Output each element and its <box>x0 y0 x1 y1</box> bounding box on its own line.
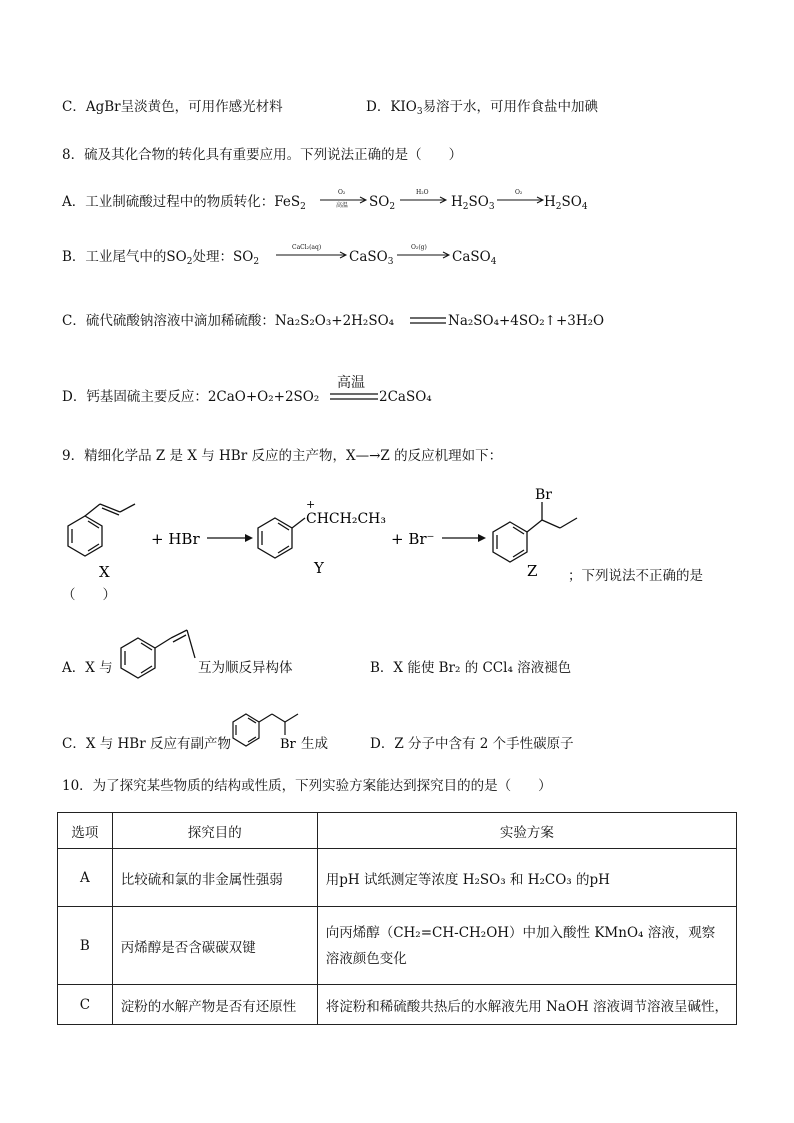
row-goal: 淀粉的水解产物是否有还原性 <box>112 985 317 1025</box>
br-substituent: Br <box>535 487 552 503</box>
q9-option-a-suffix: 互为顺反异构体 <box>198 660 293 676</box>
q8c-products: Na₂SO₄+4SO₂↑+3H₂O <box>448 313 605 329</box>
row-plan: 向丙烯醇（CH₂=CH-CH₂OH）中加入酸性 KMnO₄ 溶液，观察溶液颜色变化 <box>317 907 736 985</box>
q8-option-c: C．硫代硫酸钠溶液中滴加稀硫酸：Na₂S₂O₃+2H₂SO₄ <box>62 313 395 329</box>
charge-plus: + <box>306 498 316 511</box>
header-goal: 探究目的 <box>112 813 317 849</box>
label-y: Y <box>314 559 324 577</box>
q8b-arrow-2: O₂(g) <box>397 244 451 266</box>
q8a-arrow-2: H₂O <box>400 189 448 211</box>
plus-hbr: + HBr <box>151 530 200 548</box>
plus-br-minus: + Br⁻ <box>391 530 435 548</box>
q9-stem: 9．精细化学品 Z 是 X 与 HBr 反应的主产物，X—→Z 的反应机理如下： <box>62 448 503 464</box>
row-plan: 将淀粉和稀硫酸共热后的水解液先用 NaOH 溶液调节溶液呈碱性， <box>317 985 736 1025</box>
row-goal: 比较硫和氯的非金属性强弱 <box>112 849 317 907</box>
cation-formula: CHCH₂CH₃ <box>306 511 386 527</box>
q7-option-c: C．AgBr呈淡黄色，可用作感光材料 <box>62 99 283 115</box>
q8a-h2so3: $H_2SO_3$ <box>451 194 495 212</box>
q8b-caso4: CaSO$_4$ <box>452 249 497 267</box>
q8-stem: 8．硫及其化合物的转化具有重要应用。下列说法正确的是（ ） <box>62 147 463 163</box>
row-plan: 用pH 试纸测定等浓度 H₂SO₃ 和 H₂CO₃ 的pH <box>317 849 736 907</box>
q9-option-c-prefix: C．X 与 HBr 反应有副产物 <box>62 736 231 752</box>
row-goal: 丙烯醇是否含碳碳双键 <box>112 907 317 985</box>
q8-option-b: B．工业尾气中的$SO_2$处理：$SO_2$ <box>62 249 260 267</box>
label-z: Z <box>527 562 538 580</box>
q8c-equals-sign <box>410 316 446 326</box>
header-option: 选项 <box>58 813 113 849</box>
q9-option-b: B．X 能使 Br₂ 的 CCl₄ 溶液褪色 <box>370 660 572 676</box>
q8a-so2: $SO_2$ <box>369 194 396 212</box>
q9-paren: （ ） <box>62 587 116 603</box>
q9-tail: ；下列说法不正确的是 <box>568 568 703 584</box>
q8a-arrow-3: O₂ <box>497 189 545 211</box>
q8b-arrow-1: CaCl₂(aq) <box>276 244 348 266</box>
table-row <box>58 849 737 907</box>
q8d-equals-sign <box>330 392 378 402</box>
table-row <box>58 985 737 1025</box>
q8a-arrow-1: O₂ 高温 <box>320 189 368 211</box>
row-option: B <box>58 907 113 985</box>
row-option: A <box>58 849 113 907</box>
arrow-2 <box>442 534 486 542</box>
table-header-row <box>58 813 737 849</box>
q10-stem: 10．为了探究某些物质的结构或性质，下列实验方案能达到探究目的的是（ ） <box>62 778 552 794</box>
header-plan: 实验方案 <box>317 813 736 849</box>
q8-option-d: D．钙基固硫主要反应：2CaO+O₂+2SO₂ <box>62 389 320 405</box>
q8d-product: 2CaSO₄ <box>379 389 432 405</box>
q7-option-d: D．$KIO_3$易溶于水，可用作食盐中加碘 <box>366 99 599 117</box>
byproduct-structure <box>232 704 304 752</box>
molecule-z <box>493 502 577 562</box>
cis-isomer-structure <box>115 622 200 682</box>
q9-option-a-prefix: A．X 与 <box>62 660 113 676</box>
q8a-h2so4: $H_2SO_4$ <box>544 194 588 212</box>
byproduct-br: Br <box>280 737 296 752</box>
q10-table <box>57 812 737 1025</box>
molecule-y <box>258 518 305 558</box>
row-option: C <box>58 985 113 1025</box>
arrow-1 <box>207 534 253 542</box>
molecule-x <box>68 504 135 556</box>
label-x: X <box>99 563 110 581</box>
q8-option-a: A．工业制硫酸过程中的物质转化：FeS$_2$ <box>62 194 306 212</box>
q8d-condition: 高温 <box>337 375 365 391</box>
q9-option-d: D．Z 分子中含有 2 个手性碳原子 <box>370 736 574 752</box>
q8b-caso3: CaSO$_3$ <box>349 249 394 267</box>
q9-option-c-suffix: 生成 <box>301 736 328 752</box>
table-row <box>58 907 737 985</box>
